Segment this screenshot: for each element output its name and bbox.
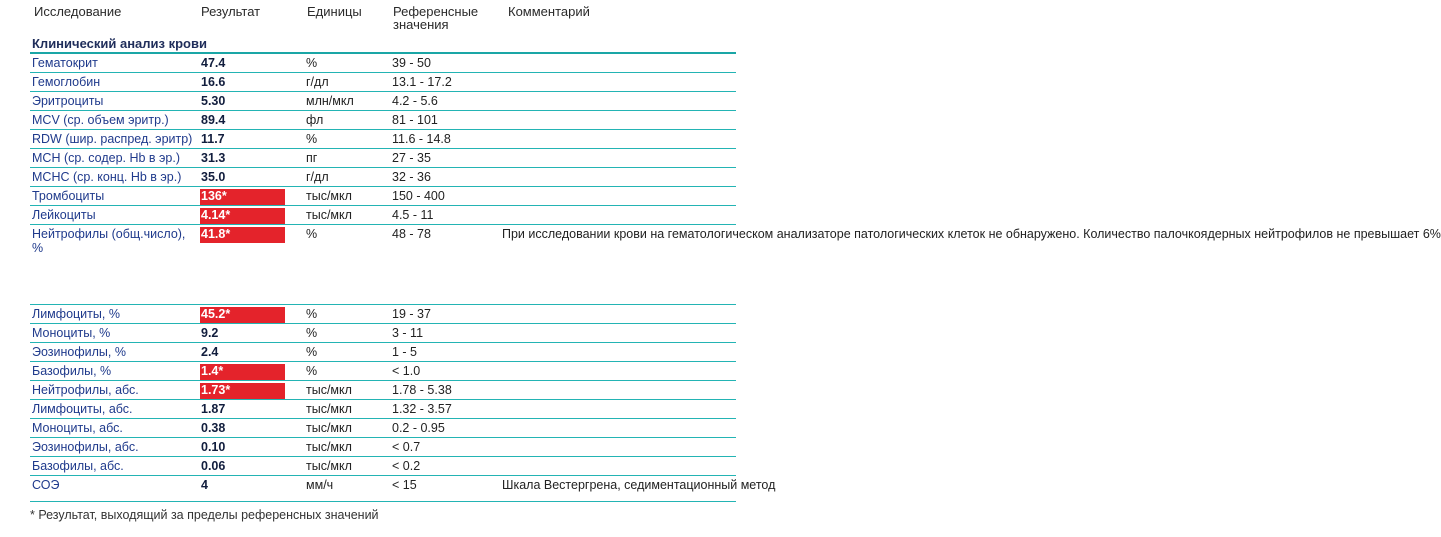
test-name: Эозинофилы, абс.	[32, 440, 139, 454]
section-title: Клинический анализ крови	[32, 36, 207, 51]
reference-range: 32 - 36	[392, 170, 431, 184]
header-result: Результат	[201, 4, 261, 19]
test-name: Эозинофилы, %	[32, 345, 126, 359]
table-row	[30, 73, 736, 92]
table-row	[30, 381, 736, 400]
test-name: MCV (ср. объем эритр.)	[32, 113, 169, 127]
table-row	[30, 457, 736, 476]
result-value: 1.87	[201, 402, 226, 416]
comment: При исследовании крови на гематологическом анализаторе патологических клеток не обнаружено. Количество палочкоядерных нейтрофилов не превышает 6%	[502, 227, 1441, 241]
reference-range: 39 - 50	[392, 56, 431, 70]
result-value-flagged: 45.2*	[200, 307, 285, 323]
header-units: Единицы	[307, 4, 362, 19]
result-value-flagged: 4.14*	[200, 208, 285, 224]
table-row	[30, 111, 736, 130]
unit: %	[306, 227, 318, 241]
test-name: Гемоглобин	[32, 75, 101, 89]
row-divider	[30, 501, 736, 502]
unit: фл	[306, 113, 324, 127]
header-reference-line2: значения	[393, 17, 449, 32]
unit: мм/ч	[306, 478, 334, 492]
test-name: Моноциты, абс.	[32, 421, 123, 435]
test-name: Базофилы, %	[32, 364, 112, 378]
test-name: Лимфоциты, %	[32, 307, 120, 321]
result-value: 31.3	[201, 151, 226, 165]
table-row	[30, 438, 736, 457]
table-row	[30, 54, 736, 73]
result-value: 0.38	[201, 421, 226, 435]
unit: тыс/мкл	[306, 402, 352, 416]
table-row	[30, 362, 736, 381]
header-test: Исследование	[34, 4, 122, 19]
unit: тыс/мкл	[306, 189, 352, 203]
result-value: 2.4	[201, 345, 219, 359]
test-name: Нейтрофилы, абс.	[32, 383, 139, 397]
header-comment: Комментарий	[508, 4, 590, 19]
unit: тыс/мкл	[306, 421, 352, 435]
result-value-flagged: 1.73*	[200, 383, 285, 399]
test-name: Лейкоциты	[32, 208, 96, 222]
result-value-flagged: 41.8*	[200, 227, 285, 243]
unit: пг	[306, 151, 318, 165]
unit: млн/мкл	[306, 94, 354, 108]
table-row	[30, 419, 736, 438]
table-row	[30, 343, 736, 362]
table-row	[30, 168, 736, 187]
unit: тыс/мкл	[306, 208, 352, 222]
test-name: Эритроциты	[32, 94, 104, 108]
table-row	[30, 305, 736, 324]
test-name: Гематокрит	[32, 56, 98, 70]
header-reference-line1: Референсные	[393, 4, 479, 19]
result-value: 0.10	[201, 440, 226, 454]
result-value: 5.30	[201, 94, 226, 108]
footnote: * Результат, выходящий за пределы референсных значений	[30, 508, 379, 522]
table-row	[30, 92, 736, 111]
reference-range: 1.78 - 5.38	[392, 383, 452, 397]
result-value: 89.4	[201, 113, 226, 127]
unit: г/дл	[306, 170, 329, 184]
test-name: Базофилы, абс.	[32, 459, 124, 473]
result-value: 35.0	[201, 170, 226, 184]
reference-range: < 1.0	[392, 364, 421, 378]
result-value: 0.06	[201, 459, 226, 473]
test-name: Нейтрофилы (общ.число), %	[32, 227, 186, 255]
test-name: Тромбоциты	[32, 189, 105, 203]
result-value: 47.4	[201, 56, 226, 70]
table-row	[30, 225, 1441, 305]
result-value: 11.7	[201, 132, 225, 146]
reference-range: 11.6 - 14.8	[392, 132, 451, 146]
reference-range: < 0.2	[392, 459, 421, 473]
reference-range: 0.2 - 0.95	[392, 421, 445, 435]
unit: %	[306, 326, 318, 340]
unit: %	[306, 364, 318, 378]
reference-range: 3 - 11	[392, 326, 424, 340]
unit: %	[306, 307, 318, 321]
reference-range: 1.32 - 3.57	[392, 402, 452, 416]
result-value: 16.6	[201, 75, 226, 89]
test-name: MCHC (ср. конц. Hb в эр.)	[32, 170, 182, 184]
table-row	[30, 400, 736, 419]
comment: Шкала Вестергрена, седиментационный метод	[502, 478, 776, 492]
unit: тыс/мкл	[306, 383, 352, 397]
result-value-flagged: 1.4*	[200, 364, 285, 380]
unit: %	[306, 56, 318, 70]
reference-range: 1 - 5	[392, 345, 418, 359]
table-row	[30, 130, 736, 149]
result-value-flagged: 136*	[200, 189, 285, 205]
unit: г/дл	[306, 75, 329, 89]
unit: %	[306, 345, 318, 359]
test-name: Лимфоциты, абс.	[32, 402, 133, 416]
reference-range: 4.2 - 5.6	[392, 94, 438, 108]
reference-range: 81 - 101	[392, 113, 438, 127]
reference-range: 150 - 400	[392, 189, 445, 203]
table-row	[30, 187, 736, 206]
reference-range: < 15	[392, 478, 417, 492]
table-row	[30, 206, 736, 225]
reference-range: 48 - 78	[392, 227, 431, 241]
test-name: MCH (ср. содер. Hb в эр.)	[32, 151, 180, 165]
table-row	[30, 324, 736, 343]
reference-range: 4.5 - 11	[392, 208, 434, 222]
table-row	[30, 476, 776, 502]
reference-range: 27 - 35	[392, 151, 431, 165]
test-name: Моноциты, %	[32, 326, 111, 340]
unit: %	[306, 132, 318, 146]
table-row	[30, 149, 736, 168]
result-value: 9.2	[201, 326, 219, 340]
result-value: 4	[201, 478, 208, 492]
unit: тыс/мкл	[306, 440, 352, 454]
reference-range: 19 - 37	[392, 307, 431, 321]
reference-range: 13.1 - 17.2	[392, 75, 452, 89]
reference-range: < 0.7	[392, 440, 421, 454]
unit: тыс/мкл	[306, 459, 352, 473]
test-name: RDW (шир. распред. эритр)	[32, 132, 193, 146]
test-name: СОЭ	[32, 478, 60, 492]
